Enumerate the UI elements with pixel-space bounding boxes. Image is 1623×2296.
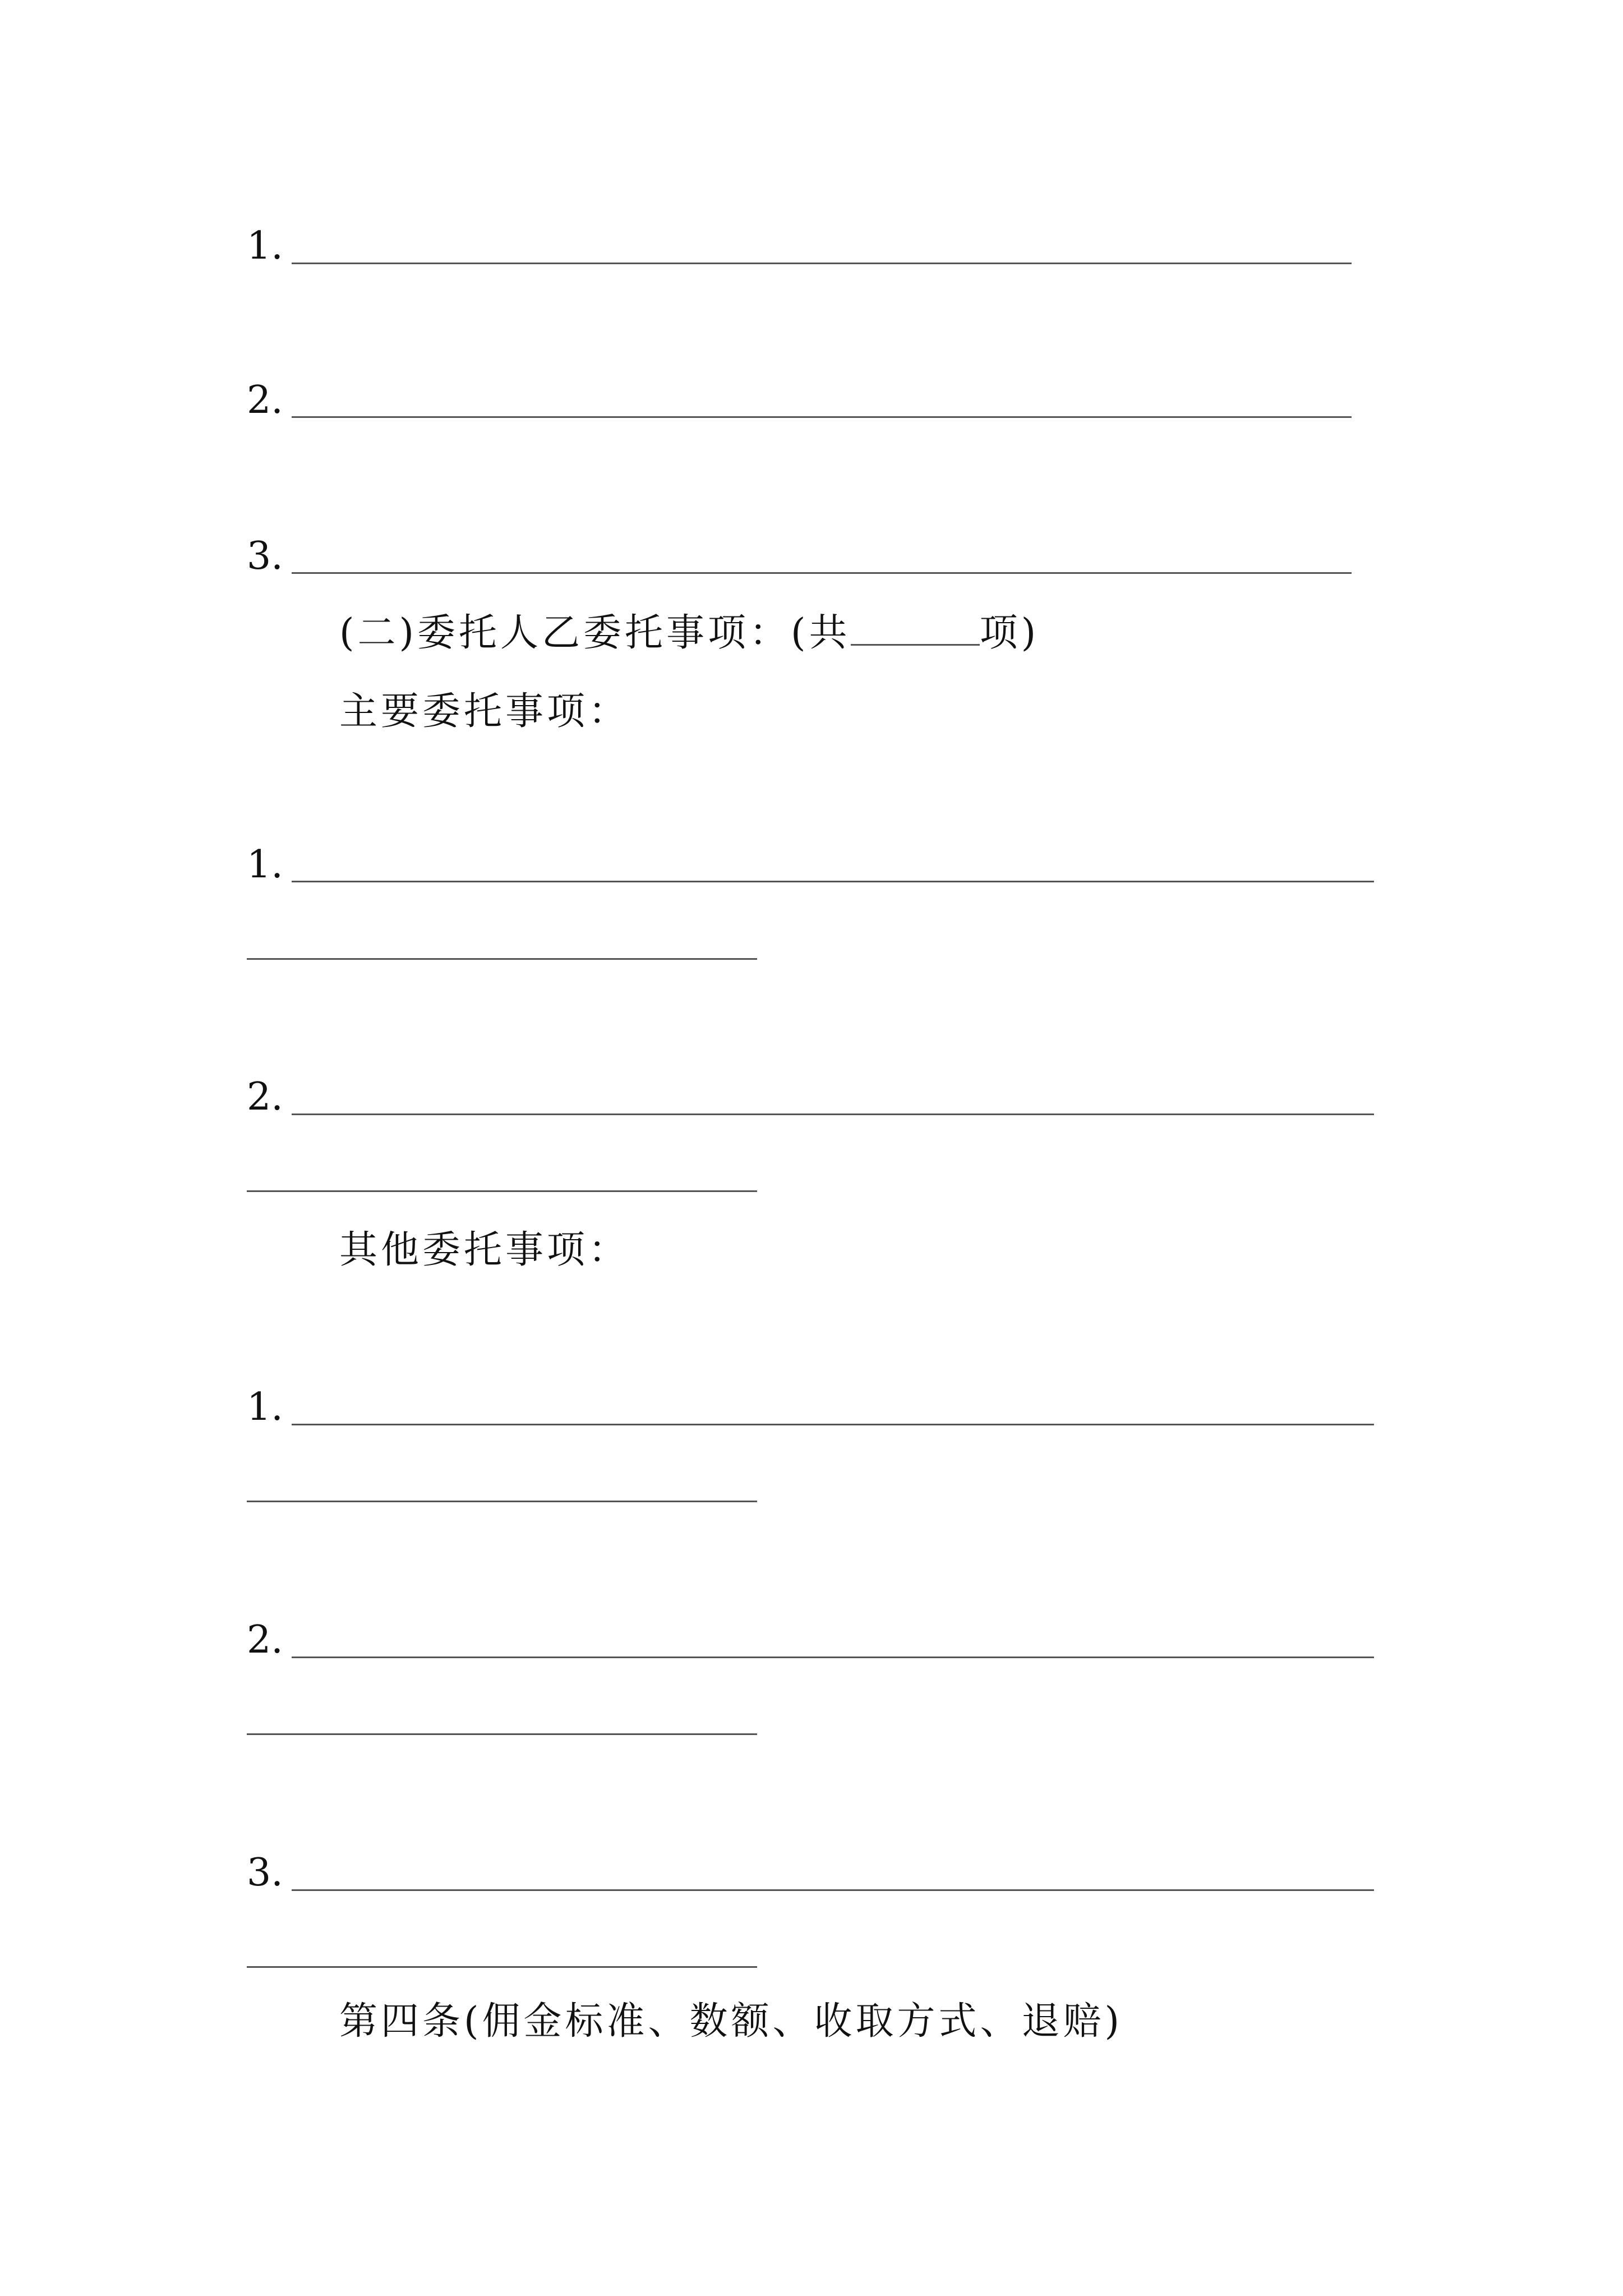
item-number: 3. — [247, 534, 283, 578]
other-items-label: 其他委托事项： — [339, 1228, 630, 1272]
fill-in-line-continuation[interactable] — [247, 1733, 757, 1735]
item-number: 2. — [247, 1618, 283, 1662]
fill-in-line[interactable] — [292, 1657, 1374, 1658]
party-b-heading-suffix: 项) — [979, 611, 1040, 655]
item-count-blank[interactable] — [851, 611, 980, 646]
article-4-title: 第四条(佣金标准、数额、收取方式、退赔) — [339, 1999, 1123, 2044]
item-number: 1. — [247, 224, 283, 268]
main-items-label: 主要委托事项： — [339, 689, 630, 734]
fill-in-line-continuation[interactable] — [247, 958, 757, 960]
item-number: 3. — [247, 1851, 283, 1895]
fill-in-line[interactable] — [292, 1889, 1374, 1891]
party-b-heading-prefix: (二)委托人乙委托事项：(共 — [339, 611, 851, 655]
item-number: 2. — [247, 378, 283, 422]
fill-in-line-continuation[interactable] — [247, 1966, 757, 1968]
item-number: 2. — [247, 1075, 283, 1119]
fill-in-line[interactable] — [292, 881, 1374, 882]
fill-in-line[interactable] — [292, 263, 1352, 264]
fill-in-line[interactable] — [292, 1114, 1374, 1115]
fill-in-line[interactable] — [292, 1424, 1374, 1425]
fill-in-line[interactable] — [292, 572, 1352, 574]
fill-in-line-continuation[interactable] — [247, 1501, 757, 1502]
fill-in-line[interactable] — [292, 416, 1352, 418]
fill-in-line-continuation[interactable] — [247, 1190, 757, 1192]
item-number: 1. — [247, 843, 283, 887]
item-number: 1. — [247, 1385, 283, 1429]
party-b-heading — [339, 611, 1040, 655]
